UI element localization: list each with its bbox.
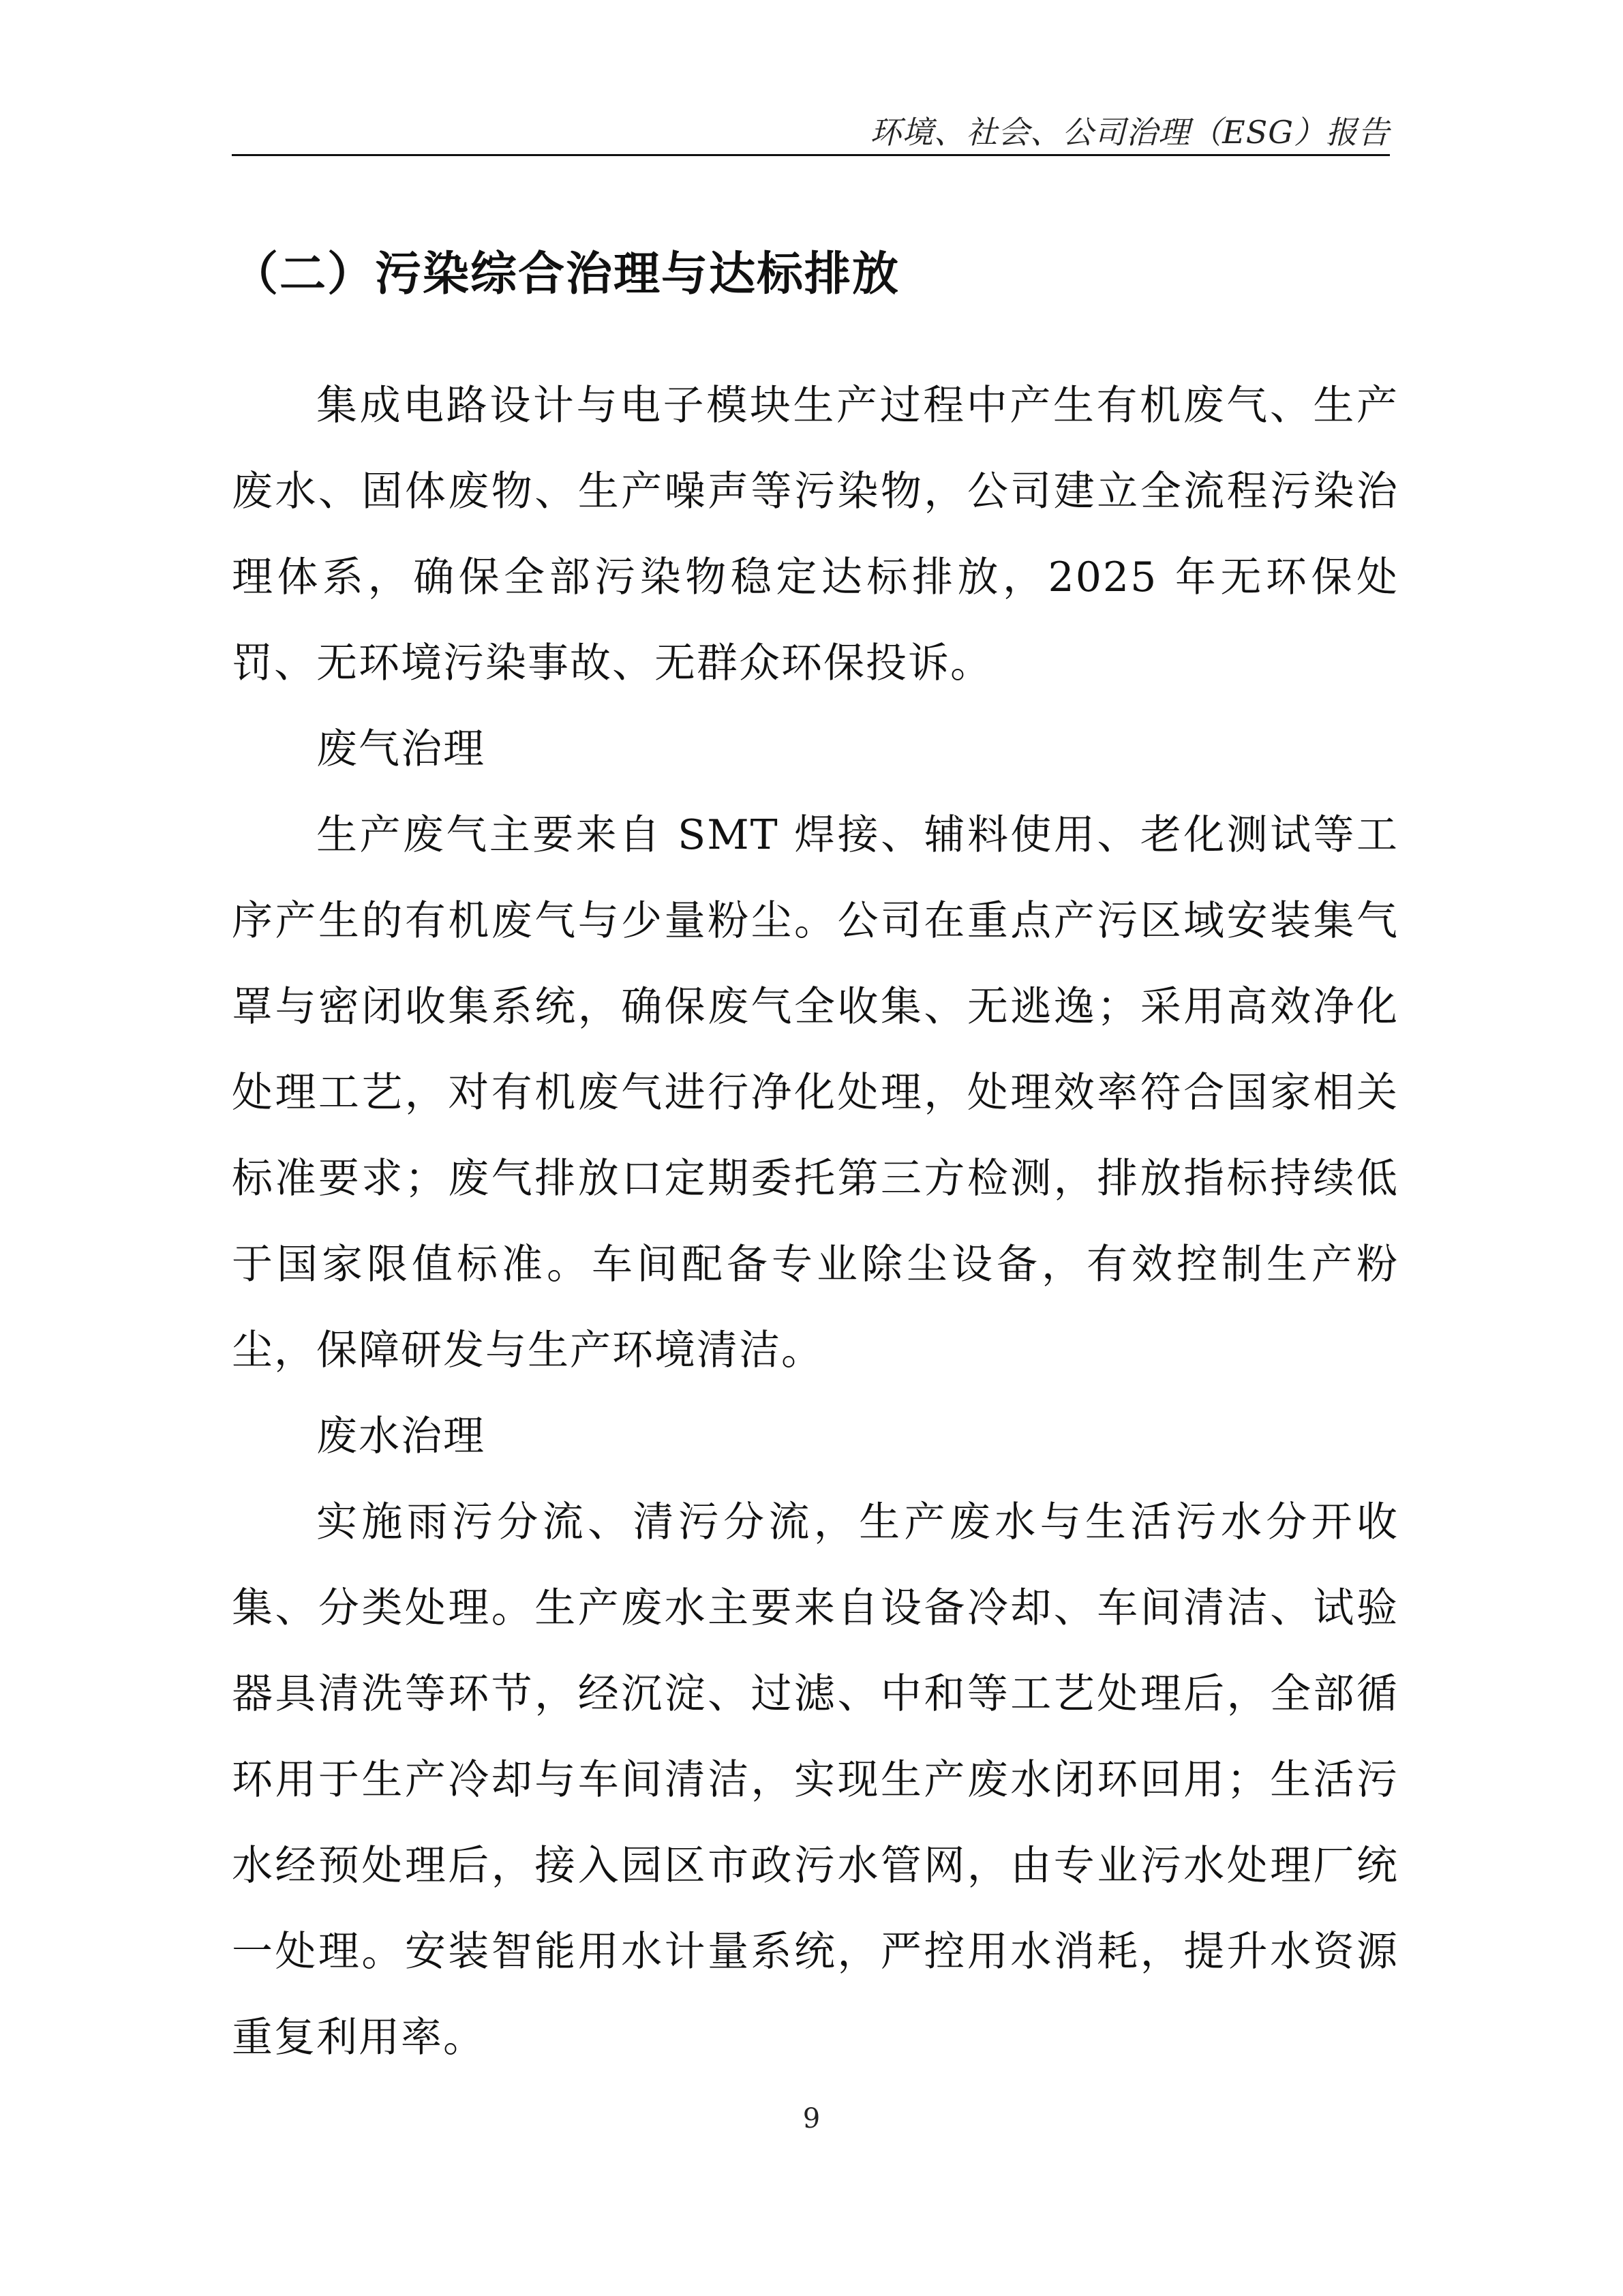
waste-water-subheading: 废水治理 xyxy=(316,1413,485,1460)
page-number: 9 xyxy=(802,2103,821,2134)
waste-water-paragraph: 实施雨污分流、清污分流，生产废水与生活污水分开收集、分类处理。生产废水主要来自设备冷却、车间清洁、试验器具清洗等环节，经沉淀、过滤、中和等工艺处理后，全部循环用于生产冷却与车间清洁，实现生产废水闭环回用；生活污水经预处理后，接入园区市政污水管网，由专业污水处理厂统一处理。安装智能用水计量系统，严控用水消耗，提升水资源重复利用率。 xyxy=(232,1498,1399,2061)
body-content xyxy=(232,363,1399,2081)
section-heading: （二）污染综合治理与达标排放 xyxy=(232,247,900,301)
header-divider xyxy=(232,154,1390,156)
waste-gas-paragraph: 生产废气主要来自 SMT 焊接、辅料使用、老化测试等工序产生的有机废气与少量粉尘。公司在重点产污区域安装集气罩与密闭收集系统，确保废气全收集、无逃逸；采用高效净化处理工艺，对有机废气进行净化处理，处理效率符合国家相关标准要求；废气排放口定期委托第三方检测，排放指标持续低于国家限值标准。车间配备专业除尘设备，有效控制生产粉尘，保障研发与生产环境清洁。 xyxy=(232,811,1399,1374)
page-header xyxy=(232,115,1390,155)
report-header-title: 环境、社会、公司治理（ESG）报告 xyxy=(870,114,1390,151)
waste-gas-subheading: 废气治理 xyxy=(316,725,485,773)
intro-paragraph: 集成电路设计与电子模块生产过程中产生有机废气、生产废水、固体废物、生产噪声等污染物，公司建立全流程污染治理体系，确保全部污染物稳定达标排放，2025 年无环保处罚、无环境污染事故、无群众环保投诉。 xyxy=(232,382,1399,687)
